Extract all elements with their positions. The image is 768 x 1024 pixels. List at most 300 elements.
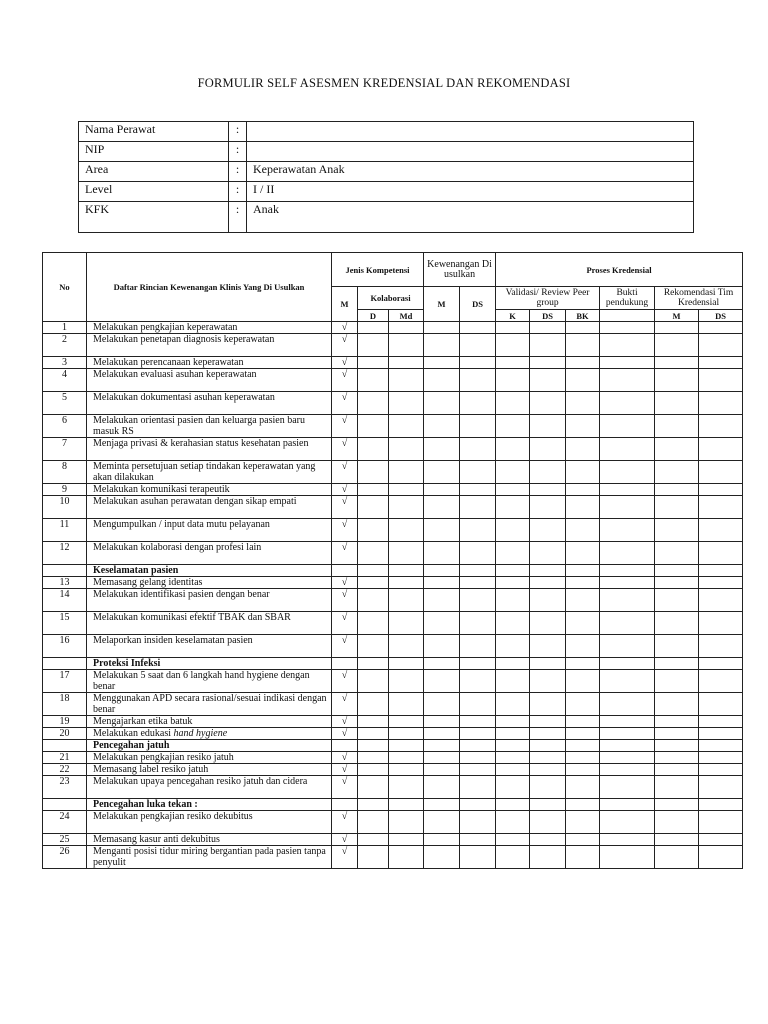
blank-cell (496, 740, 530, 752)
competency-text: Melakukan kolaborasi dengan profesi lain (87, 542, 332, 565)
row-number: 7 (43, 438, 87, 461)
table-row (43, 846, 743, 869)
blank-cell (530, 776, 566, 799)
blank-cell (530, 740, 566, 752)
blank-cell (496, 846, 530, 869)
section-row (43, 565, 743, 577)
blank-cell (530, 752, 566, 764)
blank-cell (530, 693, 566, 716)
blank-cell (566, 369, 600, 392)
check-mark-cell: √ (332, 635, 358, 658)
check-mark-cell: √ (332, 461, 358, 484)
row-number: 10 (43, 496, 87, 519)
competency-text: Melakukan pengkajian keperawatan (87, 322, 332, 334)
blank-cell (358, 322, 389, 334)
section-title: Pencegahan luka tekan : (87, 799, 332, 811)
blank-cell (389, 496, 424, 519)
blank-cell (460, 496, 496, 519)
section-row (43, 740, 743, 752)
table-row (43, 519, 743, 542)
blank-cell (699, 369, 743, 392)
blank-cell (566, 752, 600, 764)
blank-cell (566, 776, 600, 799)
blank-cell (699, 846, 743, 869)
blank-cell (600, 811, 655, 834)
blank-cell (530, 334, 566, 357)
header-kewenangan-m: M (424, 287, 460, 322)
identity-label: Level (79, 182, 229, 202)
check-mark-cell: √ (332, 764, 358, 776)
header-m: M (332, 287, 358, 322)
blank-cell (699, 357, 743, 369)
section-title: Keselamatan pasien (87, 565, 332, 577)
blank-cell (424, 542, 460, 565)
blank-cell (358, 484, 389, 496)
competency-text: Menjaga privasi & kerahasian status kesehatan pasien (87, 438, 332, 461)
blank-cell (655, 716, 699, 728)
table-row (43, 357, 743, 369)
blank-cell (600, 334, 655, 357)
blank-cell (424, 693, 460, 716)
blank-cell (460, 392, 496, 415)
blank-cell (389, 322, 424, 334)
blank-cell (699, 716, 743, 728)
blank-cell (496, 752, 530, 764)
row-number: 6 (43, 415, 87, 438)
blank-cell (530, 658, 566, 670)
competency-text: Memasang gelang identitas (87, 577, 332, 589)
header-validasi-ds: DS (530, 310, 566, 322)
identity-value (247, 122, 694, 142)
blank-cell (566, 438, 600, 461)
blank-cell (655, 764, 699, 776)
check-mark-cell (332, 799, 358, 811)
blank-cell (389, 776, 424, 799)
table-row (43, 589, 743, 612)
identity-table (78, 121, 694, 233)
blank-cell (655, 496, 699, 519)
blank-cell (496, 811, 530, 834)
blank-cell (424, 519, 460, 542)
blank-cell (496, 519, 530, 542)
table-row (43, 693, 743, 716)
competency-text: Mengumpulkan / input data mutu pelayanan (87, 519, 332, 542)
check-mark-cell: √ (332, 752, 358, 764)
blank-cell (496, 764, 530, 776)
check-mark-cell: √ (332, 693, 358, 716)
blank-cell (600, 496, 655, 519)
row-number: 8 (43, 461, 87, 484)
blank-cell (699, 764, 743, 776)
row-number: 25 (43, 834, 87, 846)
blank-cell (655, 334, 699, 357)
blank-cell (496, 392, 530, 415)
blank-cell (389, 693, 424, 716)
blank-cell (424, 670, 460, 693)
blank-cell (699, 658, 743, 670)
check-mark-cell: √ (332, 811, 358, 834)
header-d: D (358, 310, 389, 322)
blank-cell (600, 834, 655, 846)
blank-cell (655, 565, 699, 577)
blank-cell (699, 740, 743, 752)
competency-text: Melakukan komunikasi terapeutik (87, 484, 332, 496)
blank-cell (496, 635, 530, 658)
competency-text: Menganti posisi tidur miring bergantian pada pasien tanpa penyulit (87, 846, 332, 869)
competency-text: Meminta persetujuan setiap tindakan keperawatan yang akan dilakukan (87, 461, 332, 484)
blank-cell (600, 693, 655, 716)
competency-text-main: Melakukan edukasi (93, 728, 174, 739)
blank-cell (655, 658, 699, 670)
blank-cell (566, 484, 600, 496)
header-rekomendasi-m: M (655, 310, 699, 322)
blank-cell (496, 542, 530, 565)
blank-cell (460, 635, 496, 658)
blank-cell (389, 728, 424, 740)
blank-cell (460, 846, 496, 869)
blank-cell (424, 565, 460, 577)
identity-label: KFK (79, 202, 229, 233)
blank-cell (655, 484, 699, 496)
blank-cell (600, 728, 655, 740)
competency-text: Melakukan pengkajian resiko jatuh (87, 752, 332, 764)
blank-cell (600, 589, 655, 612)
blank-cell (699, 752, 743, 764)
blank-cell (358, 415, 389, 438)
blank-cell (600, 322, 655, 334)
blank-cell (655, 461, 699, 484)
blank-cell (566, 834, 600, 846)
blank-cell (699, 589, 743, 612)
blank-cell (460, 693, 496, 716)
blank-cell (496, 369, 530, 392)
blank-cell (530, 565, 566, 577)
blank-cell (389, 484, 424, 496)
blank-cell (655, 542, 699, 565)
blank-cell (530, 728, 566, 740)
blank-cell (600, 612, 655, 635)
blank-cell (530, 542, 566, 565)
header-no: No (43, 253, 87, 322)
blank-cell (600, 392, 655, 415)
blank-cell (389, 542, 424, 565)
blank-cell (566, 728, 600, 740)
header-proses-kredensial: Proses Kredensial (496, 253, 743, 287)
row-number (43, 799, 87, 811)
competency-text: Melakukan 5 saat dan 6 langkah hand hygiene dengan benar (87, 670, 332, 693)
blank-cell (530, 519, 566, 542)
blank-cell (699, 484, 743, 496)
blank-cell (496, 716, 530, 728)
check-mark-cell: √ (332, 728, 358, 740)
blank-cell (389, 799, 424, 811)
row-number (43, 658, 87, 670)
table-row (43, 670, 743, 693)
blank-cell (389, 658, 424, 670)
blank-cell (699, 799, 743, 811)
blank-cell (530, 716, 566, 728)
header-kewenangan-ds: DS (460, 287, 496, 322)
blank-cell (358, 519, 389, 542)
competency-text: Melakukan komunikasi efektif TBAK dan SBAR (87, 612, 332, 635)
blank-cell (496, 612, 530, 635)
blank-cell (424, 369, 460, 392)
blank-cell (530, 612, 566, 635)
blank-cell (460, 740, 496, 752)
blank-cell (424, 322, 460, 334)
blank-cell (389, 334, 424, 357)
competency-text: Memasang label resiko jatuh (87, 764, 332, 776)
blank-cell (460, 799, 496, 811)
table-row (43, 484, 743, 496)
blank-cell (530, 635, 566, 658)
blank-cell (530, 496, 566, 519)
table-row (43, 392, 743, 415)
check-mark-cell: √ (332, 369, 358, 392)
blank-cell (655, 799, 699, 811)
blank-cell (655, 811, 699, 834)
check-mark-cell: √ (332, 334, 358, 357)
blank-cell (460, 764, 496, 776)
blank-cell (496, 438, 530, 461)
header-bukti: Bukti pendukung (600, 287, 655, 310)
header-bukti-blank (600, 310, 655, 322)
blank-cell (566, 496, 600, 519)
blank-cell (655, 589, 699, 612)
check-mark-cell (332, 658, 358, 670)
row-number: 5 (43, 392, 87, 415)
blank-cell (389, 752, 424, 764)
blank-cell (566, 415, 600, 438)
blank-cell (530, 811, 566, 834)
blank-cell (600, 799, 655, 811)
blank-cell (358, 461, 389, 484)
blank-cell (460, 776, 496, 799)
blank-cell (600, 461, 655, 484)
competency-text-italic: hand hygiene (173, 728, 228, 739)
blank-cell (460, 542, 496, 565)
blank-cell (566, 716, 600, 728)
blank-cell (460, 834, 496, 846)
blank-cell (600, 542, 655, 565)
blank-cell (699, 519, 743, 542)
blank-cell (358, 752, 389, 764)
competency-text: Melakukan upaya pencegahan resiko jatuh dan cidera (87, 776, 332, 799)
competency-text: Melakukan penetapan diagnosis keperawatan (87, 334, 332, 357)
blank-cell (358, 811, 389, 834)
blank-cell (358, 392, 389, 415)
blank-cell (496, 834, 530, 846)
section-row (43, 658, 743, 670)
blank-cell (424, 716, 460, 728)
blank-cell (699, 438, 743, 461)
blank-cell (460, 461, 496, 484)
blank-cell (530, 834, 566, 846)
identity-colon: : (229, 202, 247, 233)
blank-cell (655, 728, 699, 740)
section-title: Proteksi Infeksi (87, 658, 332, 670)
blank-cell (655, 322, 699, 334)
blank-cell (358, 577, 389, 589)
blank-cell (600, 846, 655, 869)
blank-cell (600, 519, 655, 542)
blank-cell (460, 577, 496, 589)
blank-cell (496, 565, 530, 577)
check-mark-cell: √ (332, 496, 358, 519)
blank-cell (460, 728, 496, 740)
identity-row (79, 122, 694, 142)
blank-cell (424, 764, 460, 776)
blank-cell (566, 693, 600, 716)
section-row (43, 799, 743, 811)
blank-cell (389, 577, 424, 589)
identity-colon: : (229, 162, 247, 182)
blank-cell (358, 728, 389, 740)
blank-cell (460, 612, 496, 635)
table-row (43, 369, 743, 392)
blank-cell (566, 811, 600, 834)
blank-cell (600, 369, 655, 392)
blank-cell (566, 612, 600, 635)
blank-cell (699, 496, 743, 519)
identity-row (79, 202, 694, 233)
table-row (43, 415, 743, 438)
blank-cell (496, 322, 530, 334)
blank-cell (530, 484, 566, 496)
header-rekomendasi: Rekomendasi Tim Kredensial (655, 287, 743, 310)
competency-text: Melakukan dokumentasi asuhan keperawatan (87, 392, 332, 415)
competency-text: Melakukan perencanaan keperawatan (87, 357, 332, 369)
row-number: 4 (43, 369, 87, 392)
competency-text: Melakukan pengkajian resiko dekubitus (87, 811, 332, 834)
blank-cell (699, 811, 743, 834)
header-rekomendasi-ds: DS (699, 310, 743, 322)
blank-cell (530, 357, 566, 369)
check-mark-cell (332, 565, 358, 577)
competency-text: Melakukan identifikasi pasien dengan benar (87, 589, 332, 612)
check-mark-cell: √ (332, 542, 358, 565)
competency-text: Memasang kasur anti dekubitus (87, 834, 332, 846)
blank-cell (358, 496, 389, 519)
blank-cell (566, 461, 600, 484)
row-number (43, 565, 87, 577)
blank-cell (389, 392, 424, 415)
blank-cell (424, 577, 460, 589)
competency-text: Menggunakan APD secara rasional/sesuai indikasi dengan benar (87, 693, 332, 716)
section-title: Pencegahan jatuh (87, 740, 332, 752)
identity-colon: : (229, 142, 247, 162)
row-number: 21 (43, 752, 87, 764)
row-number: 15 (43, 612, 87, 635)
blank-cell (358, 693, 389, 716)
blank-cell (600, 658, 655, 670)
blank-cell (600, 716, 655, 728)
row-number: 14 (43, 589, 87, 612)
check-mark-cell: √ (332, 589, 358, 612)
blank-cell (566, 589, 600, 612)
blank-cell (358, 369, 389, 392)
header-validasi: Validasi/ Review Peer group (496, 287, 600, 310)
blank-cell (530, 799, 566, 811)
blank-cell (424, 752, 460, 764)
blank-cell (424, 496, 460, 519)
blank-cell (358, 438, 389, 461)
table-row (43, 542, 743, 565)
header-bk: BK (566, 310, 600, 322)
row-number: 9 (43, 484, 87, 496)
blank-cell (424, 658, 460, 670)
blank-cell (389, 764, 424, 776)
blank-cell (424, 612, 460, 635)
blank-cell (496, 415, 530, 438)
row-number: 1 (43, 322, 87, 334)
blank-cell (424, 415, 460, 438)
blank-cell (699, 693, 743, 716)
blank-cell (460, 357, 496, 369)
blank-cell (566, 565, 600, 577)
blank-cell (424, 357, 460, 369)
table-row (43, 334, 743, 357)
blank-cell (699, 392, 743, 415)
blank-cell (655, 776, 699, 799)
blank-cell (566, 658, 600, 670)
blank-cell (496, 589, 530, 612)
blank-cell (566, 322, 600, 334)
check-mark-cell: √ (332, 519, 358, 542)
blank-cell (566, 357, 600, 369)
blank-cell (566, 334, 600, 357)
row-number: 3 (43, 357, 87, 369)
blank-cell (496, 461, 530, 484)
blank-cell (530, 670, 566, 693)
blank-cell (496, 577, 530, 589)
blank-cell (358, 635, 389, 658)
identity-label: Area (79, 162, 229, 182)
blank-cell (460, 519, 496, 542)
table-row (43, 811, 743, 834)
identity-row (79, 162, 694, 182)
competency-text: Melakukan evaluasi asuhan keperawatan (87, 369, 332, 392)
blank-cell (600, 357, 655, 369)
table-row (43, 577, 743, 589)
blank-cell (424, 635, 460, 658)
blank-cell (530, 461, 566, 484)
check-mark-cell: √ (332, 834, 358, 846)
blank-cell (699, 461, 743, 484)
blank-cell (600, 438, 655, 461)
blank-cell (566, 799, 600, 811)
blank-cell (496, 484, 530, 496)
table-row (43, 438, 743, 461)
blank-cell (655, 670, 699, 693)
blank-cell (358, 799, 389, 811)
blank-cell (655, 519, 699, 542)
blank-cell (699, 415, 743, 438)
blank-cell (496, 776, 530, 799)
blank-cell (460, 334, 496, 357)
check-mark-cell: √ (332, 577, 358, 589)
blank-cell (655, 357, 699, 369)
blank-cell (460, 565, 496, 577)
blank-cell (530, 322, 566, 334)
header-daftar-rincian: Daftar Rincian Kewenangan Klinis Yang Di Usulkan (87, 253, 332, 322)
table-row (43, 834, 743, 846)
blank-cell (460, 369, 496, 392)
blank-cell (424, 334, 460, 357)
check-mark-cell: √ (332, 484, 358, 496)
blank-cell (655, 834, 699, 846)
blank-cell (655, 740, 699, 752)
